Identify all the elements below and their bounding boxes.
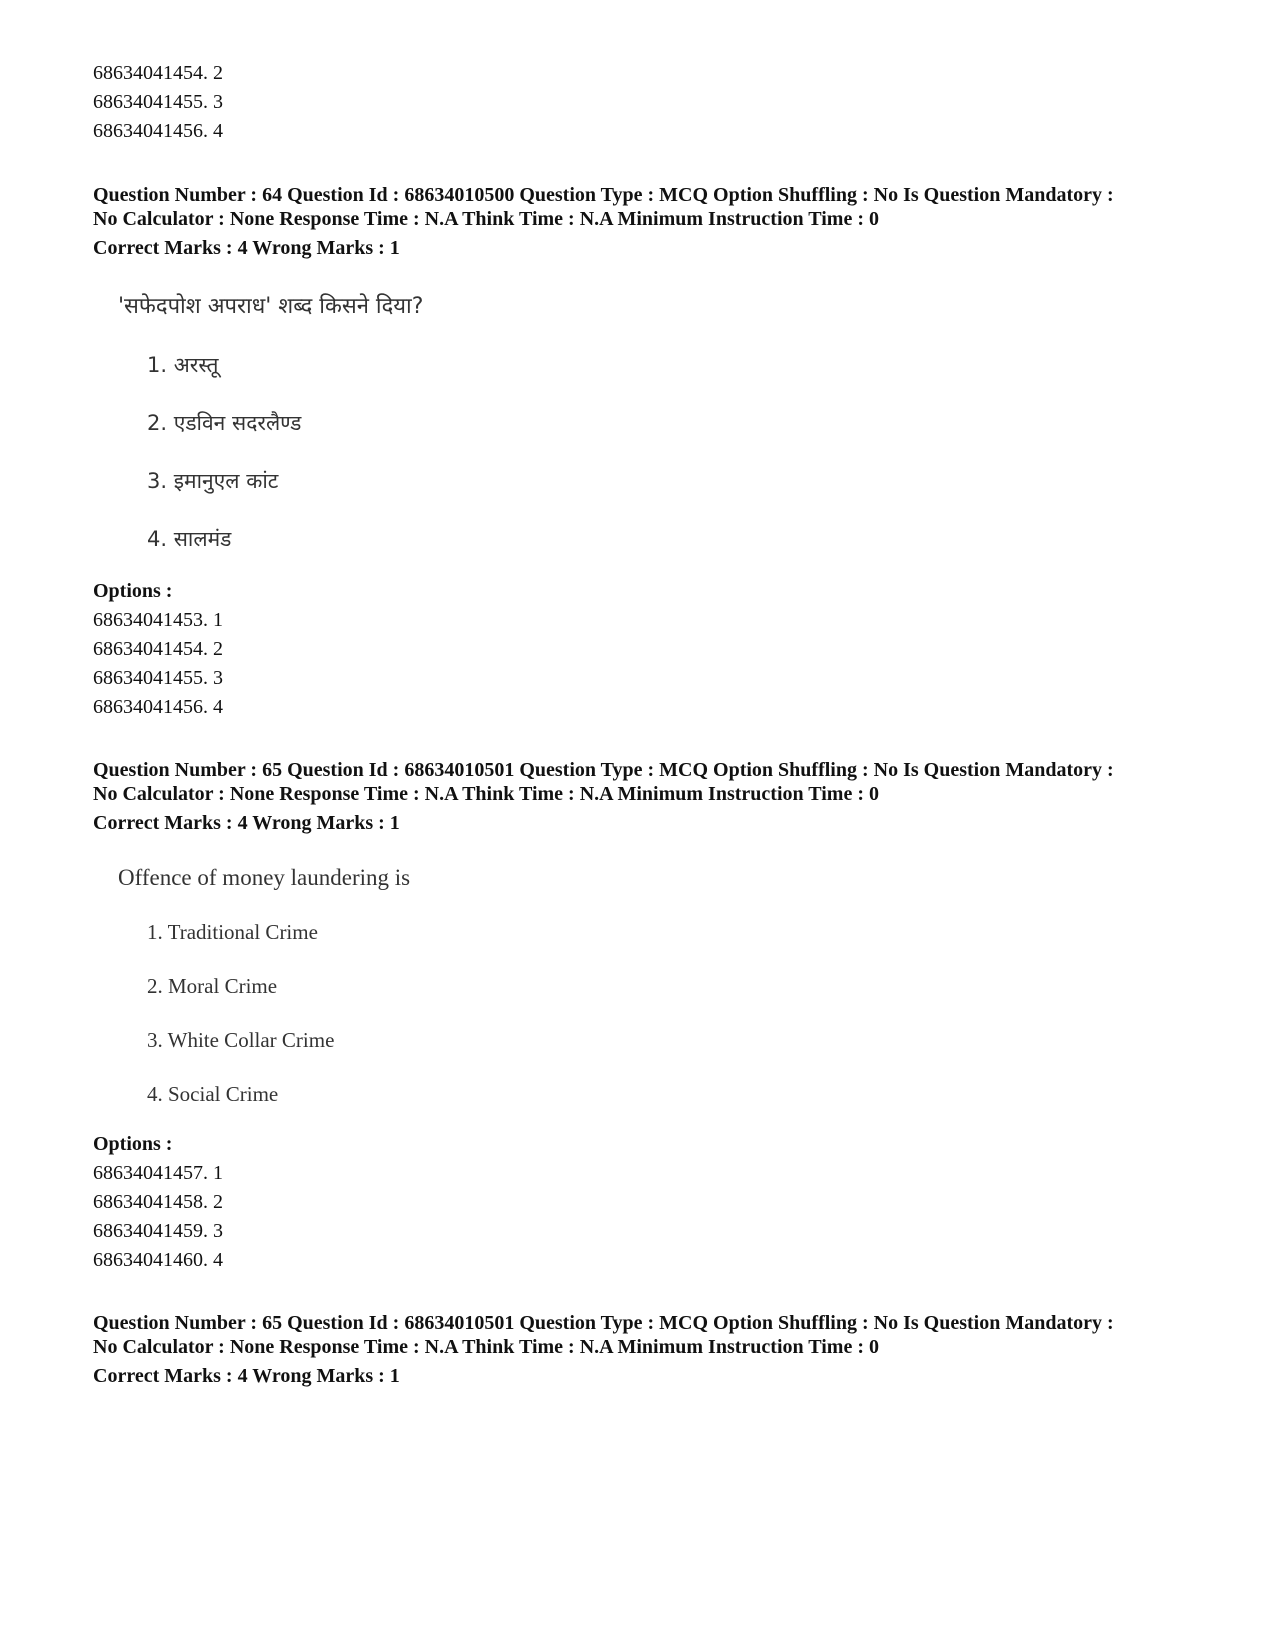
answer-choice: 4. Social Crime	[147, 1082, 279, 1106]
options-label: Options :	[93, 580, 173, 602]
options-label: Options :	[93, 1133, 173, 1155]
answer-choice: 3. इमानुएल कांट	[147, 469, 279, 493]
option-id-line: 68634041454. 2	[93, 638, 223, 660]
option-id-line: 68634041456. 4	[93, 120, 223, 142]
question-text: 'सफेदपोश अपराध' शब्द किसने दिया?	[118, 294, 424, 319]
option-id-line: 68634041460. 4	[93, 1249, 223, 1271]
question-marks: Correct Marks : 4 Wrong Marks : 1	[93, 237, 400, 259]
question-marks: Correct Marks : 4 Wrong Marks : 1	[93, 812, 400, 834]
answer-choice: 4. सालमंड	[147, 527, 232, 551]
question-header-line1: Question Number : 65 Question Id : 68634010501 Question Type : MCQ Option Shuffling : No Is Question Mandatory :	[93, 1312, 1114, 1334]
answer-choice: 1. Traditional Crime	[147, 920, 318, 944]
option-id-line: 68634041454. 2	[93, 62, 223, 84]
answer-choice: 3. White Collar Crime	[147, 1028, 335, 1052]
answer-choice: 2. एडविन सदरलैण्ड	[147, 411, 302, 435]
question-text: Offence of money laundering is	[118, 865, 411, 890]
option-id-line: 68634041456. 4	[93, 696, 223, 718]
question-header-line2: No Calculator : None Response Time : N.A Think Time : N.A Minimum Instruction Time : 0	[93, 1336, 879, 1358]
option-id-line: 68634041457. 1	[93, 1162, 223, 1184]
answer-choice: 1. अरस्तू	[147, 353, 219, 377]
option-id-line: 68634041455. 3	[93, 91, 223, 113]
question-header-line1: Question Number : 64 Question Id : 68634010500 Question Type : MCQ Option Shuffling : No Is Question Mandatory :	[93, 184, 1114, 206]
option-id-line: 68634041453. 1	[93, 609, 223, 631]
question-marks: Correct Marks : 4 Wrong Marks : 1	[93, 1365, 400, 1387]
question-header-line2: No Calculator : None Response Time : N.A Think Time : N.A Minimum Instruction Time : 0	[93, 783, 879, 805]
option-id-line: 68634041458. 2	[93, 1191, 223, 1213]
answer-choice: 2. Moral Crime	[147, 974, 278, 998]
question-header-line2: No Calculator : None Response Time : N.A Think Time : N.A Minimum Instruction Time : 0	[93, 208, 879, 230]
question-header-line1: Question Number : 65 Question Id : 68634010501 Question Type : MCQ Option Shuffling : No Is Question Mandatory :	[93, 759, 1114, 781]
option-id-line: 68634041459. 3	[93, 1220, 223, 1242]
option-id-line: 68634041455. 3	[93, 667, 223, 689]
